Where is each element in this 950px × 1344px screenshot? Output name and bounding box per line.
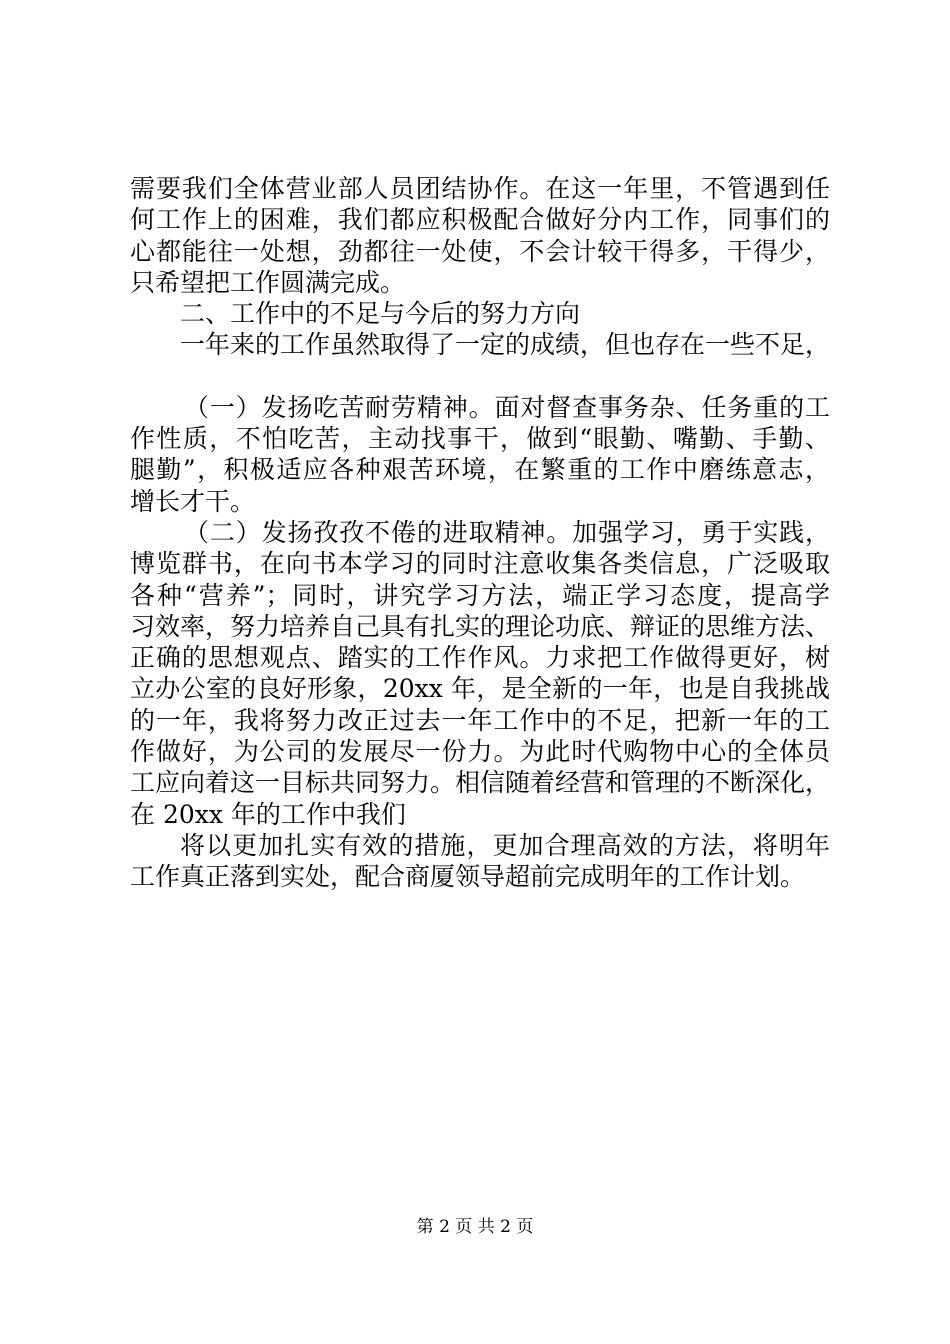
paragraph-2-line-1: 一年来的工作虽然取得了一定的成绩，但也存在一些不足， (180, 330, 831, 360)
paragraph-4-line-8: 作做好，为公司的发展尽一份力。为此时代购物中心的全体员 (130, 737, 830, 767)
paragraph-3-line-1: （一）发扬吃苦耐劳精神。面对督查事务杂、任务重的工 (184, 392, 830, 422)
paragraph-1-line-3: 心都能往一处想，劲都往一处使，不会计较干得多，干得少， (130, 236, 830, 266)
paragraph-4-line-3: 各种“营养”；同时，讲究学习方法，端正学习态度，提高学 (130, 580, 830, 610)
paragraph-5-line-1: 将以更加扎实有效的措施，更加合理高效的方法，将明年 (180, 830, 830, 860)
paragraph-4-line-10: 在 20xx 年的工作中我们 (130, 799, 406, 829)
paragraph-4-line-7: 的一年，我将努力改正过去一年工作中的不足，把新一年的工 (130, 705, 830, 735)
section-heading-2: 二、工作中的不足与今后的努力方向 (180, 299, 581, 329)
paragraph-1-line-2: 何工作上的困难，我们都应积极配合做好分内工作，同事们的 (130, 205, 830, 235)
page-footer: 第 2 页 共 2 页 (416, 1217, 534, 1237)
paragraph-3-line-2: 作性质，不怕吃苦，主动找事干，做到“眼勤、嘴勤、手勤、 (130, 424, 830, 454)
paragraph-5-line-2: 工作真正落到实处，配合商厦领导超前完成明年的工作计划。 (130, 862, 806, 892)
paragraph-3-line-4: 增长才干。 (130, 486, 256, 516)
paragraph-3-line-3: 腿勤”，积极适应各种艰苦环境，在繁重的工作中磨练意志， (130, 455, 830, 485)
body-text (130, 173, 830, 893)
paragraph-4-line-1: （二）发扬孜孜不倦的进取精神。加强学习，勇于实践， (184, 517, 830, 547)
paragraph-4-line-4: 习效率，努力培养自己具有扎实的理论功底、辩证的思维方法、 (130, 611, 831, 641)
paragraph-4-line-5: 正确的思想观点、踏实的工作作风。力求把工作做得更好，树 (130, 643, 830, 673)
paragraph-4-line-6: 立办公室的良好形象，20xx 年，是全新的一年，也是自我挑战 (130, 674, 830, 704)
paragraph-1-line-1: 需要我们全体营业部人员团结协作。在这一年里，不管遇到任 (130, 174, 830, 203)
paragraph-1-line-4: 只希望把工作圆满完成。 (130, 267, 406, 297)
paragraph-4-line-2: 博览群书，在向书本学习的同时注意收集各类信息，广泛吸取 (130, 549, 830, 579)
blank-line (130, 361, 830, 392)
paragraph-4-line-9: 工应向着这一目标共同努力。相信随着经营和管理的不断深化， (130, 768, 831, 798)
